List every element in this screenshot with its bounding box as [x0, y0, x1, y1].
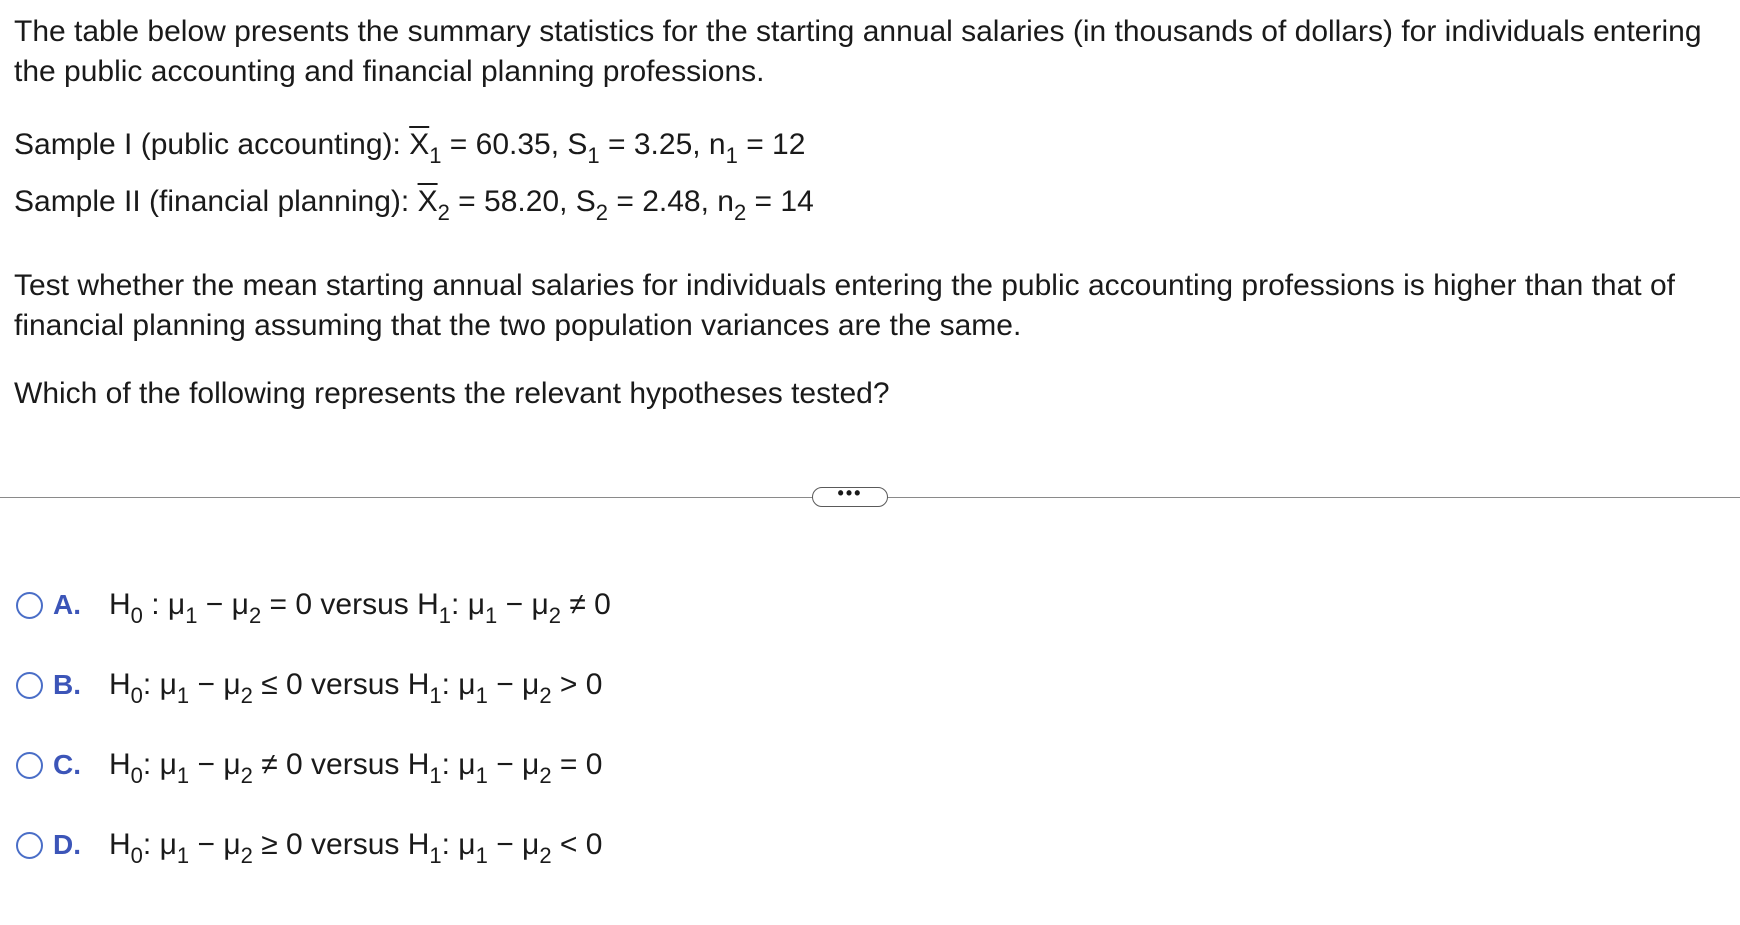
sample-1-line — [14, 116, 1724, 173]
sample-1-sd-symbol: S — [567, 128, 588, 161]
ellipsis-icon: ••• — [837, 483, 863, 503]
subscript: 2 — [548, 603, 561, 628]
formula-part: − μ — [189, 668, 241, 701]
subscript: 0 — [130, 763, 143, 788]
subscript: 2 — [437, 200, 450, 225]
subscript: 2 — [240, 843, 253, 868]
formula-part: : μ — [142, 588, 186, 621]
subscript: 2 — [595, 200, 609, 225]
more-options-button[interactable] — [812, 483, 888, 507]
subscript: 1 — [475, 763, 488, 788]
sample-2-sd-symbol: S — [575, 185, 596, 218]
subscript: 1 — [176, 763, 190, 788]
sample-2-mean-symbol: $\overline{X}$ — [417, 185, 438, 218]
subscript: 2 — [240, 763, 253, 788]
formula-part: ≥ 0 versus H — [252, 828, 430, 861]
option-b-formula — [109, 668, 603, 708]
formula-part: ≠ 0 versus H — [252, 748, 430, 781]
option-c[interactable] — [16, 740, 736, 790]
subscript: 2 — [240, 683, 253, 708]
subscript: 1 — [429, 143, 442, 168]
subscript: 2 — [733, 200, 747, 225]
subscript: 2 — [539, 683, 552, 708]
formula-part: : μ — [142, 748, 177, 781]
formula-part: ≠ 0 — [560, 588, 611, 621]
subscript: 1 — [475, 683, 488, 708]
subscript: 1 — [485, 603, 498, 628]
option-b[interactable] — [16, 660, 736, 710]
formula-part: − μ — [487, 828, 540, 861]
question-test-description: Test whether the mean starting annual salaries for individuals entering the public accounting professions is higher than that of financial planning assuming that the two population variances are the same. — [14, 269, 1675, 342]
subscript: 1 — [429, 843, 442, 868]
formula-part: H — [109, 588, 131, 621]
formula-part: : μ — [451, 588, 485, 621]
sample-1-mean-value: = 60.35, — [441, 128, 568, 161]
subscript: 0 — [130, 683, 143, 708]
question-prompt: Which of the following represents the relevant hypotheses tested? — [14, 377, 890, 410]
formula-part: − μ — [197, 588, 249, 621]
subscript: 0 — [130, 603, 143, 628]
sample-2-line — [14, 173, 1724, 230]
formula-part: : μ — [441, 828, 476, 861]
formula-part: − μ — [497, 588, 549, 621]
subscript: 1 — [185, 603, 198, 628]
option-d[interactable] — [16, 820, 736, 870]
sample-1-n-value: = 12 — [737, 128, 806, 161]
formula-part: ≤ 0 versus H — [252, 668, 430, 701]
radio-button-c[interactable] — [16, 752, 43, 779]
sample-2-n-value: = 14 — [746, 185, 814, 218]
formula-part: : μ — [441, 748, 476, 781]
option-c-formula — [109, 748, 603, 788]
option-b-letter: B. — [53, 669, 81, 700]
formula-part: = 0 versus H — [261, 588, 439, 621]
sample-1-mean-symbol: $\overline{X}$ — [409, 128, 430, 161]
formula-part: − μ — [189, 748, 241, 781]
option-d-letter: D. — [53, 829, 81, 860]
subscript: 2 — [539, 843, 552, 868]
subscript: 1 — [429, 763, 442, 788]
subscript: 0 — [130, 843, 143, 868]
subscript: 2 — [539, 763, 552, 788]
question-text — [14, 12, 1724, 414]
option-c-letter: C. — [53, 749, 81, 780]
formula-part: H — [109, 748, 131, 781]
formula-part: : μ — [142, 668, 177, 701]
formula-part: = 0 — [551, 748, 603, 781]
subscript: 1 — [429, 683, 442, 708]
sample-1-label: Sample I (public accounting): — [14, 128, 410, 161]
question-intro: The table below presents the summary statistics for the starting annual salaries (in thousands of dollars) for individuals entering the public accounting and financial planning professions. — [14, 15, 1702, 88]
radio-button-a[interactable] — [16, 592, 43, 619]
sample-1-n-symbol: n — [708, 128, 726, 161]
sample-2-n-symbol: n — [717, 185, 734, 218]
subscript: 1 — [176, 843, 190, 868]
formula-part: : μ — [441, 668, 476, 701]
subscript: 2 — [248, 603, 262, 628]
formula-part: − μ — [487, 748, 540, 781]
formula-part: − μ — [487, 668, 540, 701]
sample-2-mean-value: = 58.20, — [449, 185, 576, 218]
formula-part: H — [109, 828, 131, 861]
radio-button-b[interactable] — [16, 672, 43, 699]
option-a-formula — [109, 588, 611, 628]
sample-2-sd-value: = 2.48, — [608, 185, 718, 218]
sample-2-label: Sample II (financial planning): — [14, 185, 418, 218]
subscript: 1 — [725, 143, 738, 168]
radio-button-d[interactable] — [16, 832, 43, 859]
option-d-formula — [109, 828, 603, 868]
formula-part: : μ — [142, 828, 177, 861]
formula-part: − μ — [189, 828, 241, 861]
sample-1-sd-value: = 3.25, — [599, 128, 709, 161]
formula-part: < 0 — [551, 828, 603, 861]
formula-part: > 0 — [551, 668, 603, 701]
formula-part: H — [109, 668, 131, 701]
subscript: 1 — [438, 603, 452, 628]
option-a[interactable] — [16, 580, 736, 630]
subscript: 1 — [176, 683, 190, 708]
option-a-letter: A. — [53, 589, 81, 620]
subscript: 1 — [587, 143, 600, 168]
sample-statistics — [14, 116, 1724, 230]
subscript: 1 — [475, 843, 488, 868]
